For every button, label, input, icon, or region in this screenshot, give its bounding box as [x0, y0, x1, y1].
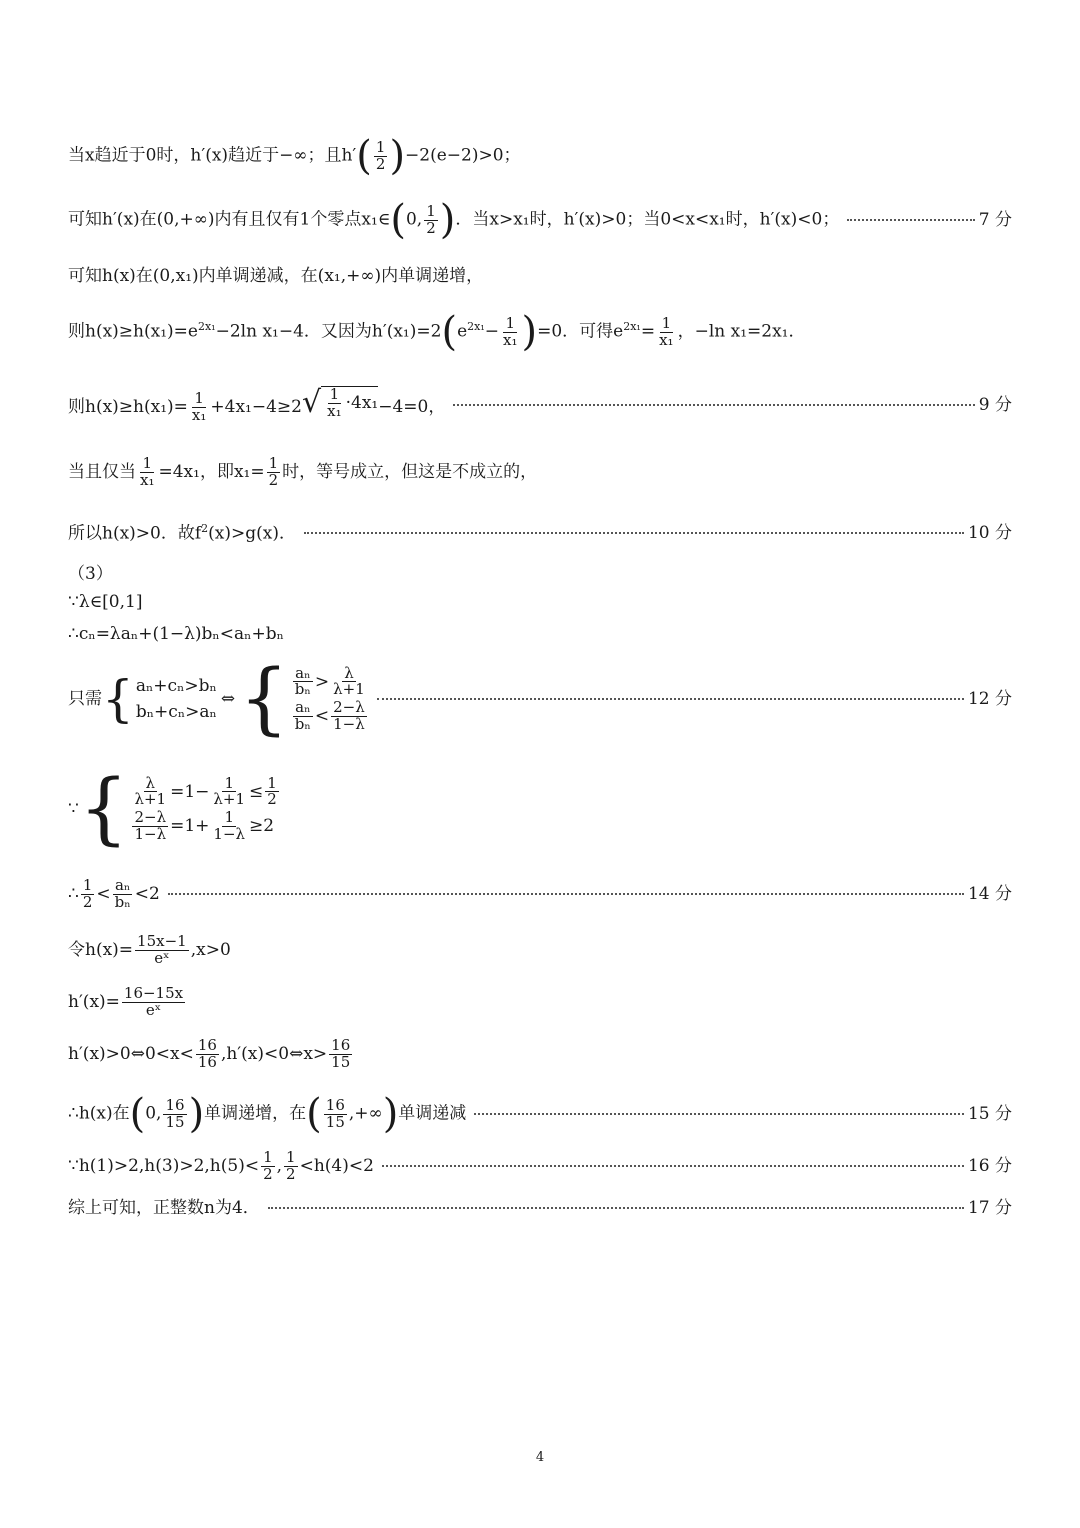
left-brace: { — [78, 764, 129, 854]
line-cn-bound — [68, 624, 1012, 644]
radicand — [321, 386, 378, 420]
denominator: eˣ — [154, 948, 170, 967]
denominator: 2 — [82, 892, 93, 911]
line-ratio-range — [68, 878, 1012, 911]
line-text: 可知h(x)在(0,x₁)内单调递减，在(x₁,+∞)内单调递增， — [68, 266, 484, 286]
numerator: 1 — [267, 773, 277, 792]
fraction — [190, 391, 208, 424]
line-text — [68, 133, 521, 179]
fraction — [211, 773, 247, 809]
line-text — [68, 1091, 467, 1137]
line-text — [68, 386, 445, 424]
numerator: 16 — [325, 1095, 345, 1114]
denominator: bₙ — [114, 892, 131, 911]
fraction — [284, 1150, 298, 1183]
line-derivative-sign — [68, 1038, 1012, 1071]
score-label: 17 分 — [967, 1198, 1012, 1218]
score-label: 9 分 — [978, 394, 1012, 415]
text-fragment: h′(x)= — [68, 991, 120, 1012]
text-fragment: <h(4)<2 — [299, 1155, 374, 1176]
fraction — [657, 313, 675, 349]
text-fragment: ,+∞ — [348, 1103, 383, 1124]
paren: ) — [188, 1091, 205, 1137]
fraction — [325, 387, 343, 420]
numerator: 1 — [224, 808, 234, 826]
denominator: 2 — [263, 1164, 273, 1183]
text-fragment: ．当x>x₁时，h′(x)>0；当0<x<x₁时，h′(x)<0； — [455, 209, 840, 230]
text-fragment: = — [640, 321, 656, 342]
text-fragment: ,x>0 — [190, 939, 231, 960]
fraction — [196, 1038, 219, 1071]
line-text — [68, 764, 281, 854]
text-fragment: ∵h(1)>2,h(3)>2,h(5)< — [68, 1155, 260, 1176]
denominator: x₁ — [191, 405, 207, 424]
paren: ) — [439, 197, 456, 243]
numerator: 16 — [165, 1095, 185, 1114]
line-conclusion-part2 — [68, 522, 1012, 544]
line-text: 综上可知，正整数n为4． — [68, 1198, 260, 1218]
numerator: 1 — [142, 454, 153, 472]
fraction — [113, 878, 133, 911]
fraction — [135, 934, 189, 967]
paren: ) — [521, 309, 538, 355]
text-fragment: ，−ln x₁=2x₁． — [677, 321, 806, 342]
numerator: 2−λ — [333, 698, 365, 716]
numerator: aₙ — [295, 698, 311, 716]
dot-leader — [168, 893, 964, 895]
fraction — [211, 810, 247, 843]
text-fragment: < — [314, 705, 330, 726]
numerator: 2−λ — [134, 808, 167, 826]
fraction — [132, 773, 168, 809]
numerator: λ — [145, 773, 156, 792]
text-fragment: ·4x₁ — [345, 393, 379, 414]
denominator: λ+1 — [134, 790, 167, 809]
line-bounds-system — [68, 764, 1012, 854]
section-heading: （3） — [68, 564, 113, 584]
inequality: bₙ+cₙ>aₙ — [135, 702, 217, 722]
paren: ( — [129, 1091, 146, 1137]
text-fragment: , — [276, 1155, 283, 1176]
dot-leader — [377, 698, 964, 700]
inequality-system — [291, 663, 369, 733]
numerator: 15x−1 — [137, 932, 187, 950]
score-label: 14 分 — [967, 884, 1012, 905]
denominator: 2 — [375, 154, 386, 173]
text-fragment: 只需 — [68, 688, 102, 709]
line-final-answer — [68, 1198, 1012, 1218]
numerator: 1 — [426, 201, 436, 220]
denominator: 2 — [268, 470, 279, 489]
fraction — [132, 810, 168, 843]
line-derivative — [68, 986, 1012, 1019]
line-lambda-range — [68, 592, 1012, 612]
text-fragment: 单调递增，在 — [204, 1103, 307, 1124]
denominator: bₙ — [294, 680, 311, 699]
paren: ( — [441, 309, 458, 355]
line-triangle-system — [68, 654, 1012, 744]
text-fragment: − — [484, 321, 499, 342]
inequality-system — [136, 676, 217, 723]
text-fragment: −2(e−2)>0； — [405, 145, 521, 166]
fraction — [331, 700, 367, 733]
line-text — [68, 522, 296, 544]
text-fragment: 0, — [145, 1103, 162, 1124]
line-text: ∵λ∈[0,1] — [68, 592, 143, 612]
fraction — [331, 663, 367, 699]
fraction — [324, 1095, 347, 1131]
text-fragment: ∴h(x)在 — [68, 1103, 130, 1124]
paren: ( — [390, 197, 406, 243]
line-limit-condition — [68, 133, 1012, 179]
superscript: 2x₁ — [467, 319, 485, 333]
denominator: 16 — [197, 1052, 217, 1071]
line-monotonic — [68, 266, 1012, 286]
text-fragment: ≥2 — [249, 815, 275, 836]
numerator: 1 — [263, 1148, 273, 1166]
page-number: 4 — [535, 1450, 545, 1465]
dot-leader — [268, 1207, 964, 1209]
denominator: 15 — [165, 1112, 185, 1131]
line-text: ∴cₙ=λaₙ+(1−λ)bₙ<aₙ+bₙ — [68, 624, 284, 644]
denominator: 1−λ — [213, 824, 246, 843]
denominator: λ+1 — [333, 680, 365, 699]
left-brace: { — [239, 654, 289, 744]
fraction — [374, 137, 388, 173]
score-label: 10 分 — [967, 522, 1012, 543]
denominator: 2 — [267, 790, 277, 809]
line-monotonic-h — [68, 1091, 1012, 1137]
denominator: x₁ — [659, 330, 674, 349]
text-fragment: −4=0， — [378, 396, 446, 417]
denominator: 15 — [325, 1112, 345, 1131]
fraction — [265, 773, 279, 809]
denominator: x₁ — [140, 470, 155, 489]
fraction — [501, 313, 519, 349]
line-part3-heading — [68, 564, 1012, 584]
radical-sign: √ — [301, 384, 322, 420]
line-text — [68, 878, 160, 911]
numerator: aₙ — [114, 876, 131, 894]
line-am-gm — [68, 386, 1012, 424]
text-fragment: e — [457, 321, 468, 342]
fraction — [424, 201, 438, 237]
score-label: 16 分 — [967, 1156, 1012, 1177]
fraction — [122, 986, 185, 1019]
numerator: 1 — [505, 313, 516, 332]
denominator: 2 — [426, 218, 436, 237]
square-root — [302, 386, 378, 420]
score-label: 7 分 — [978, 209, 1012, 230]
text-fragment: > — [314, 671, 330, 692]
text-fragment: 当x趋近于0时，h′(x)趋近于−∞；且h′ — [68, 145, 357, 166]
therefore-symbol: ∴ — [68, 883, 79, 904]
paren: ) — [389, 133, 406, 179]
text-fragment: (x)>g(x)． — [208, 523, 296, 544]
numerator: 1 — [329, 385, 340, 403]
line-text — [68, 1150, 374, 1183]
numerator: 1 — [286, 1148, 296, 1166]
text-fragment: =1+ — [170, 815, 210, 836]
inequality: aₙ+cₙ>bₙ — [135, 675, 217, 696]
fraction — [267, 456, 281, 489]
text-fragment: h′(x)>0⇔0<x< — [68, 1043, 194, 1064]
paren: ( — [306, 1091, 322, 1137]
denominator: λ+1 — [213, 790, 246, 809]
text-fragment: 时，等号成立，但这是不成立的， — [282, 461, 538, 482]
text-fragment: 令h(x)= — [68, 939, 134, 960]
score-label: 12 分 — [967, 688, 1012, 709]
denominator: bₙ — [294, 714, 311, 733]
text-fragment: =0．可得e — [537, 321, 624, 342]
dot-leader — [304, 532, 964, 534]
text-fragment: 0, — [405, 209, 423, 230]
text-fragment: ,h′(x)<0⇔x> — [220, 1043, 328, 1064]
fraction — [261, 1150, 275, 1183]
numerator: 1 — [194, 389, 204, 407]
superscript: 2x₁ — [197, 319, 216, 333]
equivalence-symbol: ⇔ — [220, 688, 236, 709]
left-brace: { — [102, 670, 134, 728]
fraction — [293, 700, 313, 733]
dot-leader — [847, 219, 974, 221]
superscript: 2 — [201, 522, 209, 535]
text-fragment: 当且仅当 — [68, 461, 136, 482]
denominator: x₁ — [503, 330, 518, 349]
line-evaluations — [68, 1150, 1012, 1183]
line-equality-case — [68, 456, 1012, 489]
text-fragment: +4x₁−4≥2 — [210, 396, 302, 417]
because-symbol: ∵ — [68, 798, 79, 819]
line-min-value — [68, 309, 1012, 355]
denominator: 15 — [331, 1052, 351, 1071]
numerator: 16−15x — [123, 984, 184, 1002]
line-text — [68, 197, 840, 243]
line-text — [68, 986, 187, 1019]
numerator: 1 — [268, 454, 279, 472]
denominator: 1−λ — [333, 714, 365, 733]
dot-leader — [474, 1113, 964, 1115]
denominator: eˣ — [145, 1000, 162, 1019]
line-text — [68, 309, 806, 355]
score-label: 15 分 — [967, 1103, 1012, 1124]
numerator: λ — [344, 663, 354, 682]
inequality-system — [130, 773, 280, 843]
denominator: x₁ — [327, 401, 342, 420]
numerator: 16 — [331, 1036, 351, 1054]
text-fragment: 则h(x)≥h(x₁)= — [68, 396, 188, 417]
text-fragment: 可知h′(x)在(0,+∞)内有且仅有1个零点x₁∈ — [68, 209, 391, 230]
text-fragment: 则h(x)≥h(x₁)=e — [68, 321, 198, 342]
line-define-h — [68, 934, 1012, 967]
line-text — [68, 1038, 354, 1071]
inequality — [291, 700, 369, 733]
numerator: 16 — [197, 1036, 217, 1054]
fraction — [163, 1095, 186, 1131]
text-fragment: 所以h(x)>0．故f — [68, 523, 202, 544]
dot-leader — [382, 1165, 964, 1167]
denominator: 1−λ — [134, 824, 167, 843]
inequality — [291, 663, 369, 699]
text-fragment: =4x₁，即x₁= — [158, 461, 265, 482]
numerator: 1 — [375, 137, 386, 156]
dot-leader — [453, 404, 974, 406]
fraction — [329, 1038, 352, 1071]
text-fragment: <2 — [134, 883, 160, 904]
numerator: 1 — [224, 773, 234, 792]
fraction — [81, 878, 95, 911]
line-unique-zero — [68, 197, 1012, 243]
numerator: 1 — [661, 313, 672, 332]
paren: ) — [382, 1091, 399, 1137]
superscript: 2x₁ — [623, 319, 641, 333]
text-fragment: =1− — [170, 781, 210, 802]
numerator: aₙ — [295, 663, 311, 682]
inequality — [130, 810, 280, 843]
line-text — [68, 654, 369, 744]
text-fragment: ≤ — [249, 781, 264, 802]
line-text — [68, 934, 231, 967]
text-fragment: 单调递减 — [398, 1103, 467, 1124]
line-text — [68, 456, 537, 489]
fraction — [293, 663, 313, 699]
fraction — [138, 456, 156, 489]
denominator: 2 — [286, 1164, 296, 1183]
numerator: 1 — [82, 876, 93, 894]
text-fragment: < — [96, 883, 111, 904]
text-fragment: −2ln x₁−4．又因为h′(x₁)=2 — [215, 321, 442, 342]
inequality — [130, 773, 280, 809]
paren: ( — [356, 133, 372, 179]
